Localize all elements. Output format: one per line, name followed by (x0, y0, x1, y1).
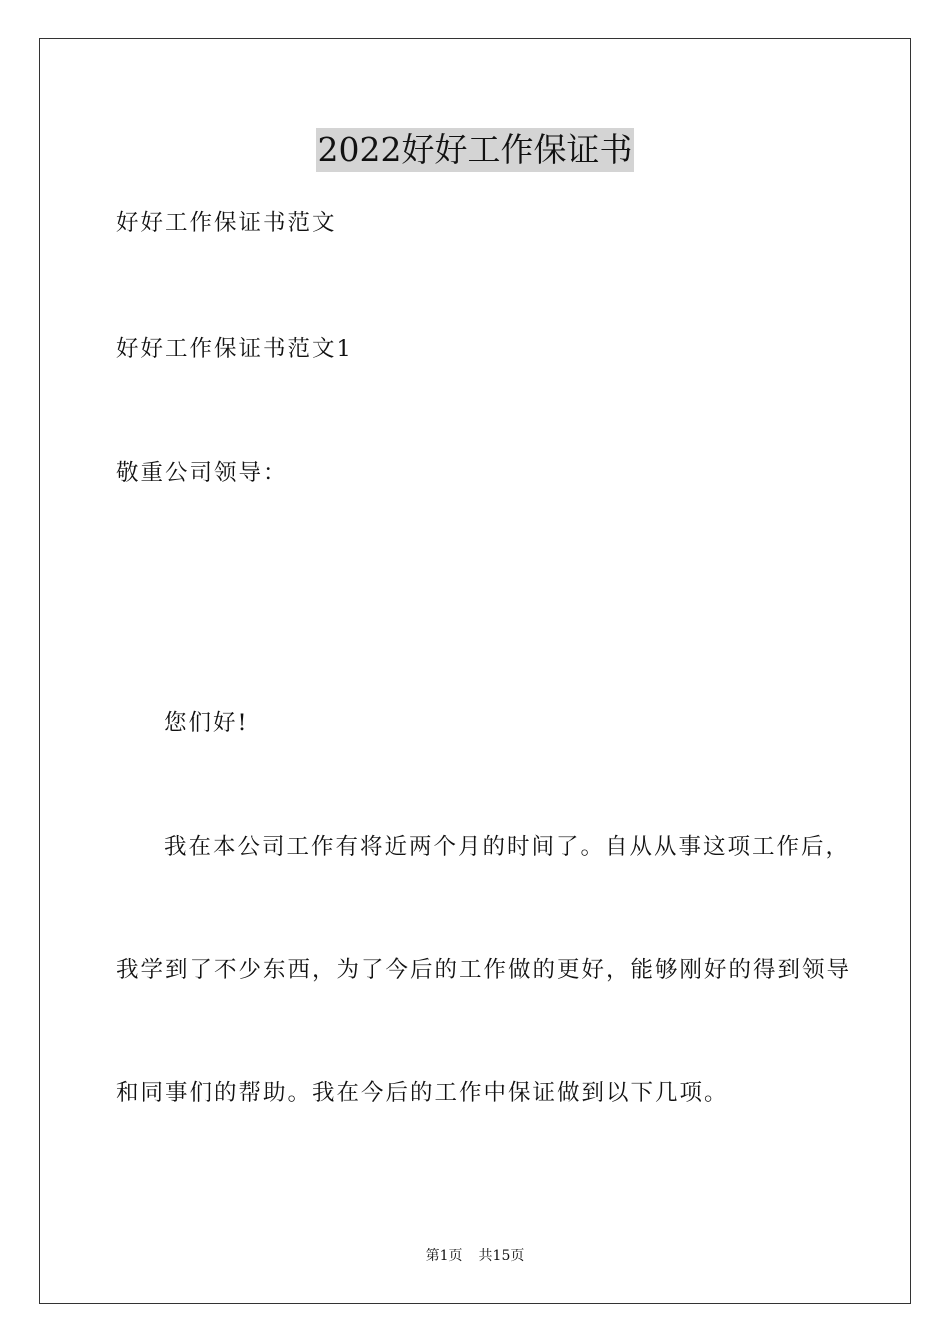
paragraph-greeting: 您们好! (164, 710, 249, 736)
page-total: 共15页 (478, 1248, 525, 1264)
paragraph-heading: 好好工作保证书范文1 (116, 336, 353, 362)
document-title (0, 128, 950, 172)
page-footer (0, 1247, 950, 1265)
page-number: 第1页 (425, 1248, 463, 1264)
paragraph-subtitle: 好好工作保证书范文 (116, 210, 337, 236)
paragraph-body-line-2: 我学到了不少东西，为了今后的工作做的更好，能够刚好的得到领导 (116, 957, 852, 983)
paragraph-body-line-1: 我在本公司工作有将近两个月的时间了。自从从事这项工作后， (164, 834, 851, 860)
paragraph-salutation: 敬重公司领导： (116, 460, 288, 486)
title-text: 2022好好工作保证书 (316, 128, 635, 172)
paragraph-body-line-3: 和同事们的帮助。我在今后的工作中保证做到以下几项。 (116, 1080, 729, 1106)
